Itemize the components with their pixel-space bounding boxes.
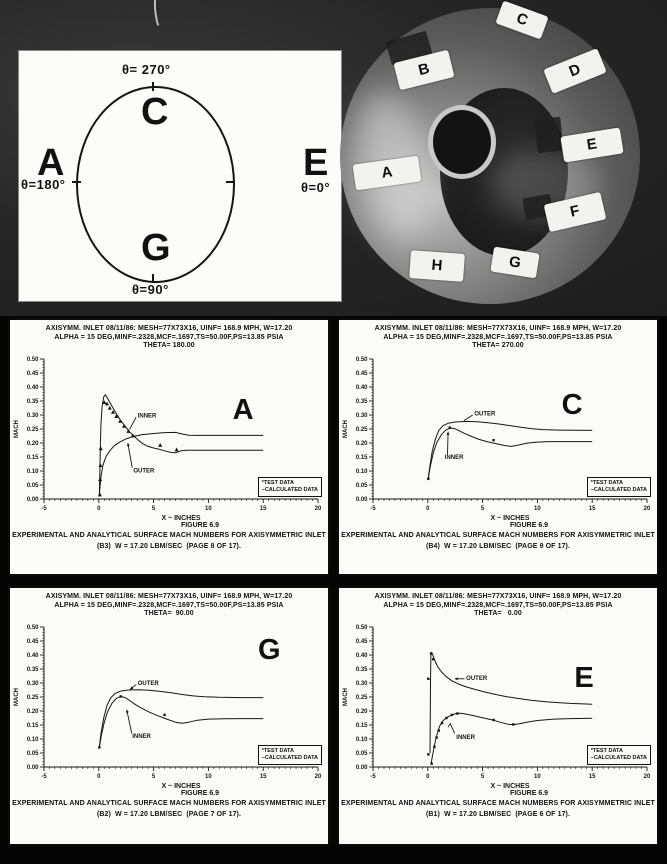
test-data-marker: *: [261, 747, 264, 754]
svg-text:0.40: 0.40: [355, 384, 368, 391]
svg-text:0: 0: [426, 505, 430, 512]
station-letter: G: [258, 634, 281, 667]
chart-header-line2: ALPHA = 15 DEG,MINF=.2328,MCF=.1697,TS=50.00F,PS=13.85 PSIA: [54, 601, 284, 609]
svg-text:0.45: 0.45: [26, 638, 39, 645]
plot-area: [339, 353, 657, 525]
svg-text:0.05: 0.05: [355, 750, 368, 757]
svg-text:0.35: 0.35: [26, 398, 39, 405]
svg-text:0.30: 0.30: [355, 412, 368, 419]
svg-text:10: 10: [534, 505, 541, 512]
photo-tag-f: F: [544, 192, 607, 232]
calc-data-marker: –: [590, 486, 594, 493]
caption-line2: (B1) W = 17.20 LBM/SEC (PAGE 6 OF 17).: [425, 810, 571, 818]
svg-text:OUTER: OUTER: [474, 411, 496, 418]
diagram-letter-c: C: [141, 91, 169, 133]
chart-header-theta: THETA= 270.00: [472, 342, 524, 349]
svg-text:MACH: MACH: [14, 419, 20, 438]
svg-text:MACH: MACH: [343, 419, 349, 438]
svg-text:X ~ INCHES: X ~ INCHES: [490, 514, 530, 522]
theta-0-label: θ=0°: [301, 180, 331, 195]
chart-header-line1: AXISYMM. INLET 08/11/86: MESH=77X73X16, UINF= 168.9 MPH, W=17.20: [374, 593, 622, 600]
svg-text:INNER: INNER: [137, 413, 157, 420]
theta-180-label: θ=180°: [21, 177, 66, 192]
svg-text:0.25: 0.25: [26, 694, 39, 701]
station-letter: A: [232, 393, 254, 426]
caption-line2: (B3) W = 17.20 LBM/SEC (PAGE 8 OF 17).: [96, 542, 242, 550]
chart-header-line2: ALPHA = 15 DEG,MINF=.2328,MCF=.1697,TS=50.00F,PS=13.85 PSIA: [383, 601, 613, 609]
figure-number: FIGURE 6.9: [509, 789, 549, 797]
calc-data-label: CALCULATED DATA: [593, 754, 647, 761]
svg-text:0.05: 0.05: [26, 482, 39, 489]
mach-plot: [339, 353, 657, 525]
svg-text:0.00: 0.00: [26, 496, 39, 503]
photo-tag-h: H: [409, 250, 465, 282]
svg-text:5: 5: [480, 505, 485, 512]
test-data-label: TEST DATA: [592, 747, 623, 754]
svg-text:5: 5: [151, 773, 156, 780]
svg-text:0.20: 0.20: [355, 708, 368, 715]
figure-number: FIGURE 6.9: [509, 521, 549, 529]
svg-text:0.20: 0.20: [26, 708, 39, 715]
caption-line1: EXPERIMENTAL AND ANALYTICAL SURFACE MACH NUMBERS FOR AXISYMMETRIC INLET: [341, 799, 655, 807]
caption-line1: EXPERIMENTAL AND ANALYTICAL SURFACE MACH NUMBERS FOR AXISYMMETRIC INLET: [341, 531, 655, 539]
svg-text:20: 20: [314, 773, 322, 780]
svg-text:15: 15: [588, 773, 596, 780]
svg-text:0.15: 0.15: [355, 454, 368, 461]
test-data-marker: *: [590, 747, 593, 754]
theta-diagram-panel: [18, 50, 342, 302]
caption-line2: (B2) W = 17.20 LBM/SEC (PAGE 7 OF 17).: [96, 810, 242, 818]
svg-text:0.10: 0.10: [355, 736, 368, 743]
inlet-throat-ring: [428, 105, 496, 179]
svg-text:10: 10: [205, 773, 212, 780]
svg-text:0.45: 0.45: [26, 370, 39, 377]
svg-text:0.40: 0.40: [26, 652, 39, 659]
svg-text:0.05: 0.05: [355, 482, 368, 489]
inlet-model-photo: [340, 0, 667, 316]
svg-text:20: 20: [643, 773, 651, 780]
test-data-marker: *: [590, 479, 593, 486]
svg-text:INNER: INNER: [456, 734, 475, 741]
svg-text:0.30: 0.30: [355, 680, 368, 687]
chart-panel-e: [337, 586, 659, 846]
svg-text:15: 15: [259, 505, 267, 512]
plot-legend: [258, 745, 322, 765]
chart-header-line2: ALPHA = 15 DEG,MINF=.2328,MCF=.1697,TS=50.00F,PS=13.85 PSIA: [54, 333, 284, 341]
chart-panel-g: [8, 586, 330, 846]
svg-text:X ~ INCHES: X ~ INCHES: [161, 514, 201, 522]
chart-header-theta: THETA= 90.00: [144, 610, 194, 617]
tick-left: [72, 181, 81, 183]
caption-line2: (B4) W = 17.20 LBM/SEC (PAGE 9 OF 17).: [425, 542, 571, 550]
plot-area: [339, 621, 657, 793]
tick-right: [226, 181, 235, 183]
plot-area: [10, 353, 328, 525]
svg-text:0.20: 0.20: [26, 440, 39, 447]
svg-text:OUTER: OUTER: [133, 467, 155, 474]
svg-text:INNER: INNER: [132, 733, 151, 740]
svg-text:0.10: 0.10: [355, 468, 368, 475]
svg-text:5: 5: [151, 505, 156, 512]
calc-data-marker: –: [261, 486, 265, 493]
svg-text:0.50: 0.50: [26, 624, 39, 631]
chart-header-theta: THETA= 180.00: [143, 342, 195, 349]
svg-text:0.00: 0.00: [355, 764, 368, 771]
svg-text:15: 15: [588, 505, 596, 512]
svg-text:0.45: 0.45: [355, 638, 368, 645]
svg-text:0.00: 0.00: [355, 496, 368, 503]
svg-text:20: 20: [643, 505, 651, 512]
svg-text:X ~ INCHES: X ~ INCHES: [161, 782, 201, 790]
svg-text:0.00: 0.00: [26, 764, 39, 771]
chart-header-theta: THETA= 0.00: [474, 610, 522, 617]
svg-text:-5: -5: [370, 505, 376, 512]
diagram-letter-a: A: [37, 142, 65, 184]
svg-text:0.50: 0.50: [26, 356, 39, 363]
plot-legend: [258, 477, 322, 497]
svg-text:0.10: 0.10: [26, 468, 39, 475]
test-data-marker: *: [261, 479, 264, 486]
svg-text:MACH: MACH: [14, 687, 20, 706]
svg-text:INNER: INNER: [444, 454, 464, 461]
caption-line1: EXPERIMENTAL AND ANALYTICAL SURFACE MACH NUMBERS FOR AXISYMMETRIC INLET: [12, 799, 326, 807]
calc-data-label: CALCULATED DATA: [264, 486, 318, 493]
test-data-label: TEST DATA: [592, 479, 623, 486]
svg-text:0.35: 0.35: [355, 398, 368, 405]
svg-text:0.40: 0.40: [355, 652, 368, 659]
svg-text:15: 15: [259, 773, 267, 780]
svg-text:X ~ INCHES: X ~ INCHES: [490, 782, 530, 790]
chart-header-line1: AXISYMM. INLET 08/11/86: MESH=77X73X16, UINF= 168.9 MPH, W=17.20: [374, 325, 622, 332]
chart-header-line1: AXISYMM. INLET 08/11/86: MESH=77X73X16, UINF= 168.9 MPH, W=17.20: [45, 593, 293, 600]
figure-number: FIGURE 6.9: [180, 789, 220, 797]
svg-text:0: 0: [97, 773, 101, 780]
theta-270-label: θ= 270°: [122, 62, 171, 77]
theta-90-label: θ=90°: [132, 282, 169, 297]
svg-text:0.10: 0.10: [26, 736, 39, 743]
svg-text:OUTER: OUTER: [137, 680, 159, 687]
svg-text:20: 20: [314, 505, 322, 512]
photo-section: [0, 0, 667, 316]
svg-text:0.30: 0.30: [26, 412, 39, 419]
svg-text:0.25: 0.25: [355, 694, 368, 701]
chart-panel-c: [337, 318, 659, 576]
diagram-letter-e: E: [303, 142, 329, 184]
photo-tag-d: D: [543, 48, 607, 94]
photo-tag-g: G: [490, 247, 539, 279]
photo-tag-b: B: [393, 50, 454, 91]
photo-tag-c: C: [495, 1, 548, 40]
chart-grid: [8, 318, 659, 846]
svg-text:0.50: 0.50: [355, 624, 368, 631]
plot-legend: [587, 745, 651, 765]
svg-text:0: 0: [97, 505, 101, 512]
calc-data-marker: –: [590, 754, 594, 761]
svg-text:0.35: 0.35: [355, 666, 368, 673]
chart-panel-a: [8, 318, 330, 576]
svg-text:0: 0: [426, 773, 430, 780]
tick-top: [152, 82, 154, 91]
tape-mark: [534, 117, 563, 154]
chart-header-line1: AXISYMM. INLET 08/11/86: MESH=77X73X16, UINF= 168.9 MPH, W=17.20: [45, 325, 293, 332]
svg-text:0.40: 0.40: [26, 384, 39, 391]
calc-data-label: CALCULATED DATA: [264, 754, 318, 761]
svg-text:-5: -5: [370, 773, 376, 780]
svg-text:OUTER: OUTER: [466, 675, 488, 682]
svg-text:0.25: 0.25: [26, 426, 39, 433]
svg-text:10: 10: [534, 773, 541, 780]
svg-text:0.20: 0.20: [355, 440, 368, 447]
svg-text:0.15: 0.15: [26, 454, 39, 461]
calc-data-marker: –: [261, 754, 265, 761]
caption-line1: EXPERIMENTAL AND ANALYTICAL SURFACE MACH NUMBERS FOR AXISYMMETRIC INLET: [12, 531, 326, 539]
plot-area: [10, 621, 328, 793]
mach-plot: [10, 353, 328, 525]
svg-text:0.45: 0.45: [355, 370, 368, 377]
calc-data-label: CALCULATED DATA: [593, 486, 647, 493]
test-data-label: TEST DATA: [263, 747, 294, 754]
svg-text:5: 5: [480, 773, 485, 780]
svg-text:0.50: 0.50: [355, 356, 368, 363]
station-letter: E: [574, 661, 594, 694]
diagram-letter-g: G: [141, 227, 171, 269]
photo-tag-e: E: [560, 127, 623, 162]
svg-text:MACH: MACH: [343, 687, 349, 706]
mach-plot: [339, 621, 657, 793]
plot-legend: [587, 477, 651, 497]
svg-text:0.05: 0.05: [26, 750, 39, 757]
svg-text:0.30: 0.30: [26, 680, 39, 687]
chart-header-line2: ALPHA = 15 DEG,MINF=.2328,MCF=.1697,TS=50.00F,PS=13.85 PSIA: [383, 333, 613, 341]
svg-text:0.35: 0.35: [26, 666, 39, 673]
svg-text:0.15: 0.15: [355, 722, 368, 729]
svg-text:0.25: 0.25: [355, 426, 368, 433]
svg-text:-5: -5: [41, 505, 47, 512]
figure-number: FIGURE 6.9: [180, 521, 220, 529]
svg-text:10: 10: [205, 505, 212, 512]
test-data-label: TEST DATA: [263, 479, 294, 486]
svg-text:0.15: 0.15: [26, 722, 39, 729]
svg-text:-5: -5: [41, 773, 47, 780]
station-letter: C: [561, 388, 583, 421]
photo-tag-a: A: [353, 156, 422, 191]
